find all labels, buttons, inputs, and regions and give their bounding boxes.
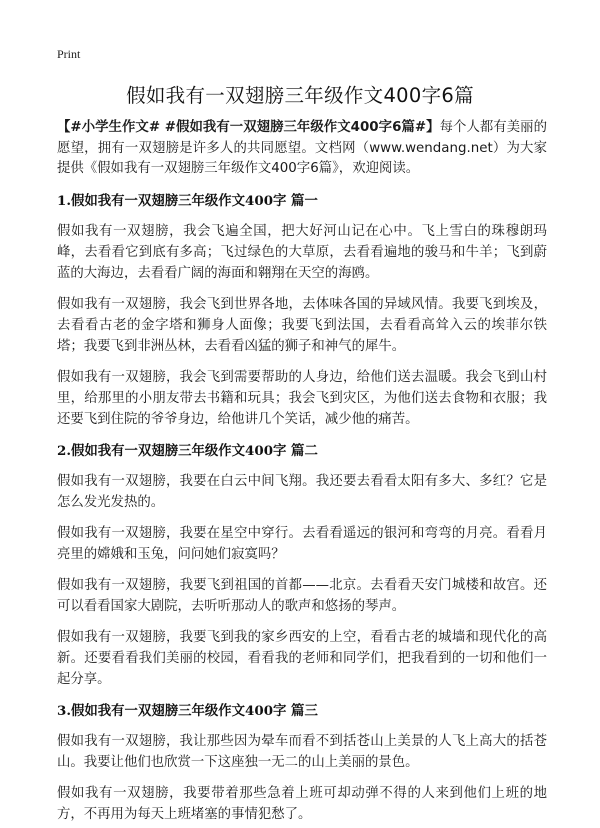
section-2-heading: 2.假如我有一双翅膀三年级作文400字 篇二 [57, 442, 318, 459]
section-1-paragraph-3: 假如我有一双翅膀，我会飞到需要帮助的人身边，给他们送去温暖。我会飞到山村里，给那里的小朋友带去书籍和玩具；我会飞到灾区，为他们送去食物和衣服；我还要飞到住院的爷爷身边，给他讲几个笑话，减少他的痛苦。 [57, 369, 547, 427]
print-link[interactable]: Print [57, 47, 81, 61]
intro-paragraph [57, 118, 547, 180]
section-2-paragraph-1: 假如我有一双翅膀，我要在白云中间飞翔。我还要去看看太阳有多大、多红？它是怎么发光发热的。 [57, 473, 547, 510]
article-body [57, 118, 547, 825]
section-3-paragraph-2: 假如我有一双翅膀，我要带着那些急着上班可却动弹不得的人来到他们上班的地方，不再用为每天上班堵塞的事情犯愁了。 [57, 785, 547, 822]
section-2-paragraph-4: 假如我有一双翅膀，我要飞到我的家乡西安的上空，看看古老的城墙和现代化的高新。还要看看我们美丽的校园，看看我的老师和同学们，把我看到的一切和他们一起分享。 [57, 629, 547, 687]
section-2-paragraph-3: 假如我有一双翅膀，我要飞到祖国的首都——北京。去看看天安门城楼和故宫。还可以看看国家大剧院，去听听那动人的歌声和悠扬的琴声。 [57, 577, 547, 614]
section-3-paragraph-1: 假如我有一双翅膀，我让那些因为晕车而看不到括苍山上美景的人飞上高大的括苍山。我要让他们也欣赏一下这座独一无二的山上美丽的景色。 [57, 733, 547, 770]
section-3-heading: 3.假如我有一双翅膀三年级作文400字 篇三 [57, 702, 318, 719]
section-2-paragraph-2: 假如我有一双翅膀，我要在星空中穿行。去看看遥远的银河和弯弯的月亮。看看月亮里的嫦娥和玉兔，问问她们寂寞吗？ [57, 525, 547, 562]
section-1-paragraph-1: 假如我有一双翅膀，我会飞遍全国，把大好河山记在心中。飞上雪白的珠穆朗玛峰，去看看它到底有多高；飞过绿色的大草原，去看看遍地的骏马和牛羊；飞到蔚蓝的大海边，去看看广阔的海面和翱翔在天空的海鸥。 [57, 223, 547, 281]
section-1-paragraph-2: 假如我有一双翅膀，我会飞到世界各地，去体味各国的异域风情。我要飞到埃及，去看看古老的金字塔和狮身人面像；我要飞到法国，去看看高耸入云的埃菲尔铁塔；我要飞到非洲丛林，去看看凶猛的狮子和神气的犀牛。 [57, 296, 547, 354]
section-1-heading: 1.假如我有一双翅膀三年级作文400字 篇一 [57, 192, 318, 209]
page-title: 假如我有一双翅膀三年级作文400字6篇 [126, 84, 474, 107]
intro-text: 每个人都有美丽的愿望，拥有一双翅膀是许多人的共同愿望。文档网（www.wendang.net）为大家提供《假如我有一双翅膀三年级作文400字6篇》，欢迎阅读。 [57, 120, 547, 176]
intro-tag: 【#小学生作文# #假如我有一双翅膀三年级作文400字6篇#】 [57, 120, 440, 135]
